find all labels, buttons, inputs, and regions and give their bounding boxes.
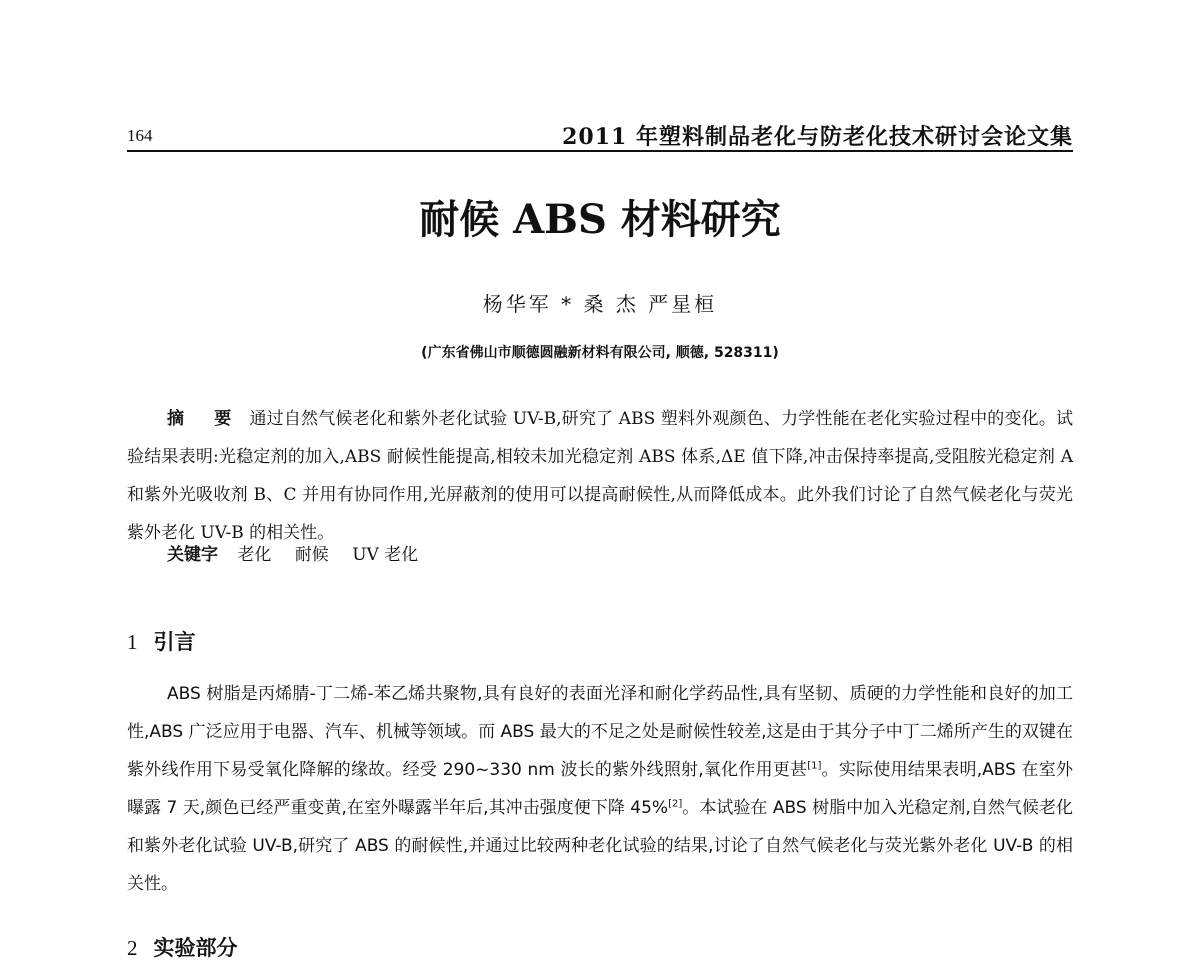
introduction-paragraph <box>127 675 1073 903</box>
abstract-text: 通过自然气候老化和紫外老化试验 UV-B,研究了 ABS 塑料外观颜色、力学性能在老化实验过程中的变化。试验结果表明:光稳定剂的加入,ABS 耐候性能提高,相较未加光稳定剂 ABS 体系,ΔE 值下降,冲击保持率提高,受阻胺光稳定剂 A 和紫外光吸收剂 B、C 并用有协同作用,光屏蔽剂的使用可以提高耐候性,从而降低成本。此外我们讨论了自然气候老化与荧光紫外老化 UV-B 的相关性。 <box>127 409 1073 543</box>
page-number: 164 <box>127 126 153 145</box>
section-number: 1 <box>127 630 138 654</box>
keywords-label: 关键字 <box>167 545 218 565</box>
reference-2[interactable]: [2] <box>668 798 683 810</box>
section-title: 引言 <box>153 630 196 654</box>
section-heading-experimental <box>127 932 238 962</box>
keyword-item: 老化 <box>237 545 272 565</box>
header-rule <box>127 150 1073 152</box>
running-title: 2011 年塑料制品老化与防老化技术研讨会论文集 <box>562 124 1073 150</box>
abstract <box>127 400 1073 552</box>
authors: 杨华军 * 桑 杰 严星桓 <box>482 292 718 316</box>
paragraph-text: ABS 树脂是丙烯腈-丁二烯-苯乙烯共聚物,具有良好的表面光泽和耐化学药品性,具有坚韧、质硬的力学性能和良好的加工性,ABS 广泛应用于电器、汽车、机械等领域。而 ABS 最大的不足之处是耐候性较差,这是由于其分子中丁二烯所产生的双键在紫外线作用下易受氧化降解的缘故。经受 290~330 nm 波长的紫外线照射,氧化作用更甚 <box>127 684 1073 780</box>
reference-1[interactable]: [1] <box>807 760 822 772</box>
section-heading-introduction <box>127 626 196 656</box>
paragraph-text: 。本试验在 ABS 树脂中加入光稳定剂,自然气候老化和紫外老化试验 UV-B,研究了 ABS 的耐候性,并通过比较两种老化试验的结果,讨论了自然气候老化与荧光紫外老化 UV-B 的相关性。 <box>127 798 1073 894</box>
paragraph-text: 。实际使用结果表明,ABS 在室外曝露 7 天,颜色已经严重变黄,在室外曝露半年后,其冲击强度便下降 45% <box>127 760 1074 818</box>
section-title: 实验部分 <box>153 936 238 960</box>
keyword-item: UV 老化 <box>352 545 419 565</box>
section-number: 2 <box>127 936 138 960</box>
abstract-label: 摘 要 <box>167 409 244 429</box>
paper-title: 耐候 ABS 材料研究 <box>419 196 781 243</box>
affiliation: (广东省佛山市顺德圆融新材料有限公司, 顺德, 528311) <box>421 345 779 361</box>
keywords <box>167 539 436 571</box>
keyword-item: 耐候 <box>294 545 329 565</box>
